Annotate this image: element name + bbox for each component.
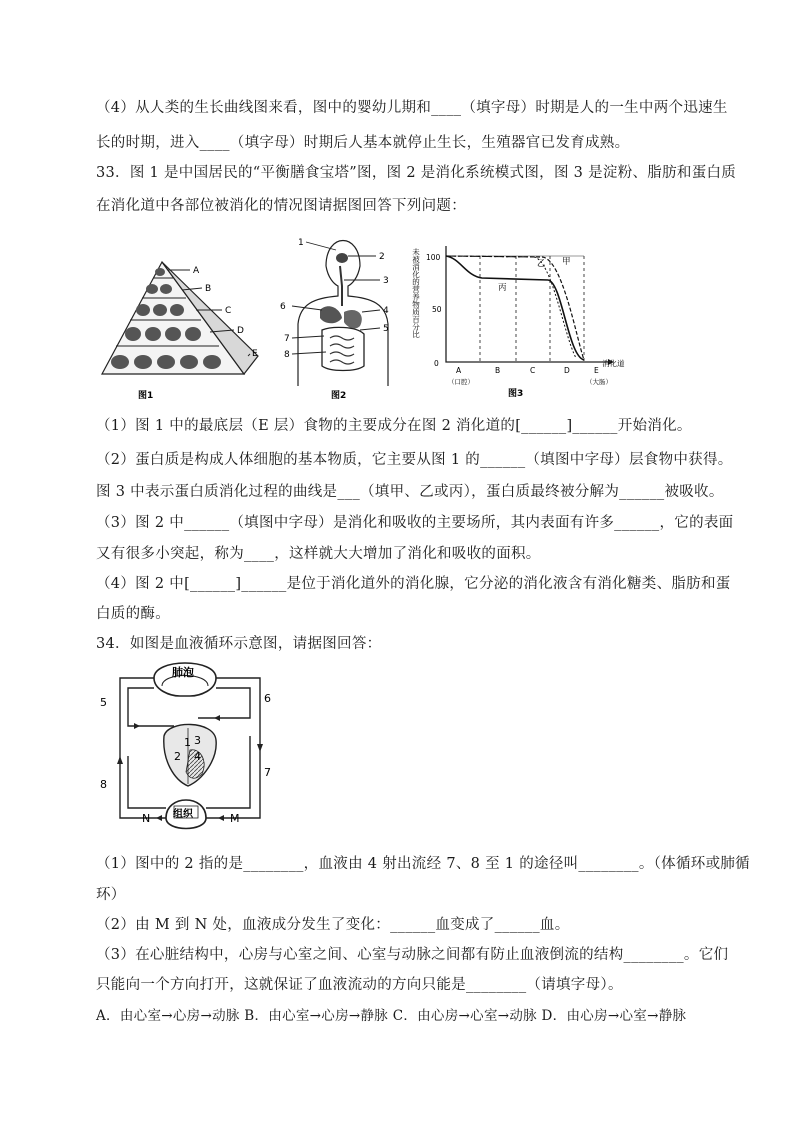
q33-part1: （1）图 1 中的最底层（E 层）食物的主要成分在图 2 消化道的[______]______开始消化。 xyxy=(96,418,692,434)
q34-part1-line1: （1）图中的 2 指的是________，血液由 4 射出流经 7、8 至 1 的途径叫________。（体循环或肺循 xyxy=(96,856,750,872)
digestive-label-2: 2 xyxy=(379,252,385,262)
fig3-xlabel: 消化道 xyxy=(602,359,625,368)
curve-label-jia: 甲 xyxy=(562,257,571,267)
q33-part2-line1: （2）蛋白质是构成人体细胞的基本物质，它主要从图 1 的______（填图中字母）层食物中获得。 xyxy=(96,452,733,468)
fig3-xtick-c: C xyxy=(530,366,536,375)
digestive-label-8: 8 xyxy=(284,350,290,360)
digestive-label-4: 4 xyxy=(383,306,389,316)
vessel-label-8: 8 xyxy=(100,778,107,791)
fig3-region-dividers xyxy=(480,256,584,362)
tissue-label-n: N xyxy=(142,812,151,825)
fig3-xsub-colon: （大肠） xyxy=(586,378,612,386)
heart-label-4: 4 xyxy=(194,750,201,763)
liver xyxy=(320,306,342,323)
q33-part4-line2: 白质的酶。 xyxy=(96,606,170,622)
vessel-label-6: 6 xyxy=(264,692,271,705)
q34-stem: 34．如图是血液循环示意图，请据图回答： xyxy=(96,636,382,652)
vessel-label-5: 5 xyxy=(100,696,107,709)
digestive-label-6: 6 xyxy=(280,302,286,312)
fig2-caption: 图2 xyxy=(331,391,347,401)
food-pyramid-figure xyxy=(98,244,268,404)
pyramid-label-b: B xyxy=(205,284,212,294)
tissue-label: 组织 xyxy=(173,809,193,820)
q32-part4-line2: 长的时期，进入____（填字母）时期后人基本就停止生长，生殖器官已发育成熟。 xyxy=(96,135,630,151)
fig3-ytick-50: 50 xyxy=(432,305,442,314)
q33-stem-line1: 33．图 1 是中国居民的“平衡膳食宝塔”图，图 2 是消化系统模式图，图 3 是淀粉、脂肪和蛋白质 xyxy=(96,165,737,181)
digestive-label-3: 3 xyxy=(383,276,389,286)
lung-label: 肺泡 xyxy=(172,666,194,679)
fig3-xtick-b: B xyxy=(495,366,501,375)
stomach xyxy=(344,310,362,329)
fig3-xsub-mouth: （口腔） xyxy=(448,378,474,386)
fig1-caption: 图1 xyxy=(138,391,154,401)
fig3-xtick-a: A xyxy=(456,366,462,375)
q33-part3-line2: 又有很多小突起，称为____，这样就大大增加了消化和吸收的面积。 xyxy=(96,546,541,562)
curve-label-bing: 丙 xyxy=(498,283,507,293)
pyramid-label-c: C xyxy=(225,306,232,316)
digestive-system-figure xyxy=(276,226,406,402)
digestive-label-1: 1 xyxy=(298,238,304,248)
large-intestine xyxy=(322,327,364,370)
q32-part4-line1: （4）从人类的生长曲线图来看，图中的婴幼儿期和____（填字母）时期是人的一生中两个迅速生 xyxy=(96,100,728,116)
curve-fat xyxy=(446,256,584,360)
fig3-ytick-100: 100 xyxy=(426,253,441,262)
q34-part3-line2: 只能向一个方向打开，这就保证了血液流动的方向只能是________（请填字母）。 xyxy=(96,977,623,993)
fig3-xtick-e: E xyxy=(594,366,599,375)
digestion-curve-figure xyxy=(412,236,630,404)
fig3-ytick-0: 0 xyxy=(434,359,439,368)
curve-starch xyxy=(446,256,584,360)
q33-part2-line2: 图 3 中表示蛋白质消化过程的曲线是___（填甲、乙或丙），蛋白质最终被分解为______被吸收。 xyxy=(96,484,724,500)
esophagus xyxy=(340,266,342,306)
q34-part2: （2）由 M 到 N 处，血液成分发生了变化：______血变成了______血。 xyxy=(96,917,570,933)
digestive-label-5: 5 xyxy=(383,324,389,334)
small-intestine xyxy=(330,336,354,364)
q34-part3-line1: （3）在心脏结构中，心房与心室之间、心室与动脉之间都有防止血液倒流的结构________。它们 xyxy=(96,947,729,963)
fig3-ylabel: 未被消化的营养物质百分比 xyxy=(412,248,421,338)
heart-label-1: 1 xyxy=(184,736,191,749)
fig3-xtick-d: D xyxy=(564,366,570,375)
q34-options: A．由心室→心房→动脉 B．由心室→心房→静脉 C．由心房→心室→动脉 D．由心房→心室→静脉 xyxy=(96,1008,687,1024)
q33-part3-line1: （3）图 2 中______（填图中字母）是消化和吸收的主要场所，其内表面有许多______，它的表面 xyxy=(96,515,734,531)
digestive-label-7: 7 xyxy=(284,334,290,344)
fig3-caption: 图3 xyxy=(508,389,524,399)
curve-label-yi: 乙 xyxy=(537,259,546,269)
pyramid-label-d: D xyxy=(237,326,244,336)
q33-part4-line1: （4）图 2 中[______]______是位于消化道外的消化腺，它分泌的消化液含有消化糖类、脂肪和蛋 xyxy=(96,576,731,592)
q34-part1-line2: 环） xyxy=(96,887,126,903)
tissue-label-m: M xyxy=(230,812,240,825)
mouth-salivary xyxy=(336,253,348,263)
pyramid-label-a: A xyxy=(193,266,200,276)
pyramid-label-e: E xyxy=(252,349,258,359)
q33-stem-line2: 在消化道中各部位被消化的情况图请据图回答下列问题： xyxy=(96,198,466,214)
heart-label-2: 2 xyxy=(174,750,181,763)
vessel-label-7: 7 xyxy=(264,766,271,779)
blood-circulation-diagram xyxy=(94,656,276,832)
heart-label-3: 3 xyxy=(194,734,201,747)
